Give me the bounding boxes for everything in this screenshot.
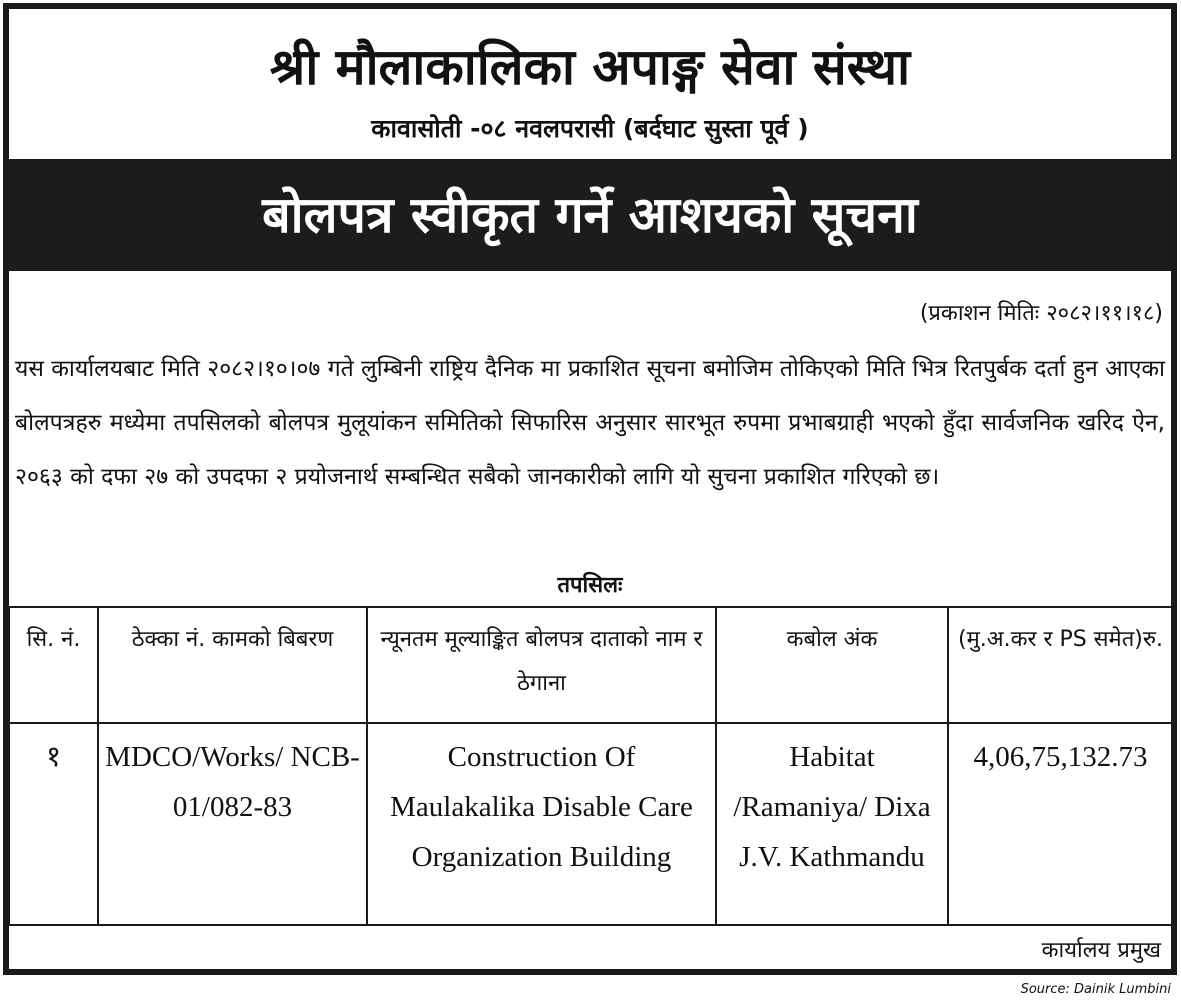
header-sn: सि. नं.: [9, 607, 98, 723]
cell-amount: 4,06,75,132.73: [948, 723, 1173, 925]
header-bid-amount: कबोल अंक: [716, 607, 948, 723]
header-contract: ठेक्का नं. कामको बिबरण: [98, 607, 367, 723]
notice-body: यस कार्यालयबाट मिति २०८२।१०।०७ गते लुम्बिनी राष्ट्रिय दैनिक मा प्रकाशित सूचना बमोजिम तोकिएको मिति भित्र रितपुर्बक दर्ता हुन आएका बोलपत्रहरु मध्येमा तपसिलको बोलपत्र मुलूयांकन समितिको सिफारिस अनुसार सारभूत रुपमा प्रभाबग्राही भएको हुँदा सार्वजनिक खरिद ऐन, २०६३ को दफा २७ को उपदफा २ प्रयोजनार्थ सम्बन्धित सबैको जानकारीको लागि यो सुचना प्रकाशित गरिएको छ।: [15, 356, 1165, 490]
table-title: तपसिलः: [557, 573, 623, 598]
notice-title: बोलपत्र स्वीकृत गर्ने आशयको सूचना: [9, 159, 1171, 271]
notice-frame: [3, 3, 1177, 975]
cell-sn: १: [9, 723, 98, 925]
header-bidder: न्यूनतम मूल्याङ्कित बोलपत्र दाताको नाम र ठेगाना: [367, 607, 716, 723]
cell-contract: MDCO/Works/ NCB-01/082-83: [98, 723, 367, 925]
bid-table: [8, 606, 1174, 926]
signatory: कार्यालय प्रमुख: [1041, 938, 1161, 963]
cell-work: Construction Of Maulakalika Disable Care Organization Building: [367, 723, 716, 925]
source-credit: Source: Dainik Lumbini: [1020, 982, 1171, 997]
header-vat: (मु.अ.कर र PS समेत)रु.: [948, 607, 1173, 723]
table-header-row: [9, 607, 1173, 723]
organization-name: श्री मौलाकालिका अपाङ्ग सेवा संस्था: [269, 38, 911, 96]
table-row: [9, 723, 1173, 925]
organization-address: कावासोती -०८ नवलपरासी (बर्दघाट सुस्ता पूर्व ): [371, 114, 809, 143]
publication-date: (प्रकाशन मितिः २०८२।११।१८): [919, 301, 1163, 326]
cell-bidder: Habitat /Ramaniya/ Dixa J.V. Kathmandu: [716, 723, 948, 925]
